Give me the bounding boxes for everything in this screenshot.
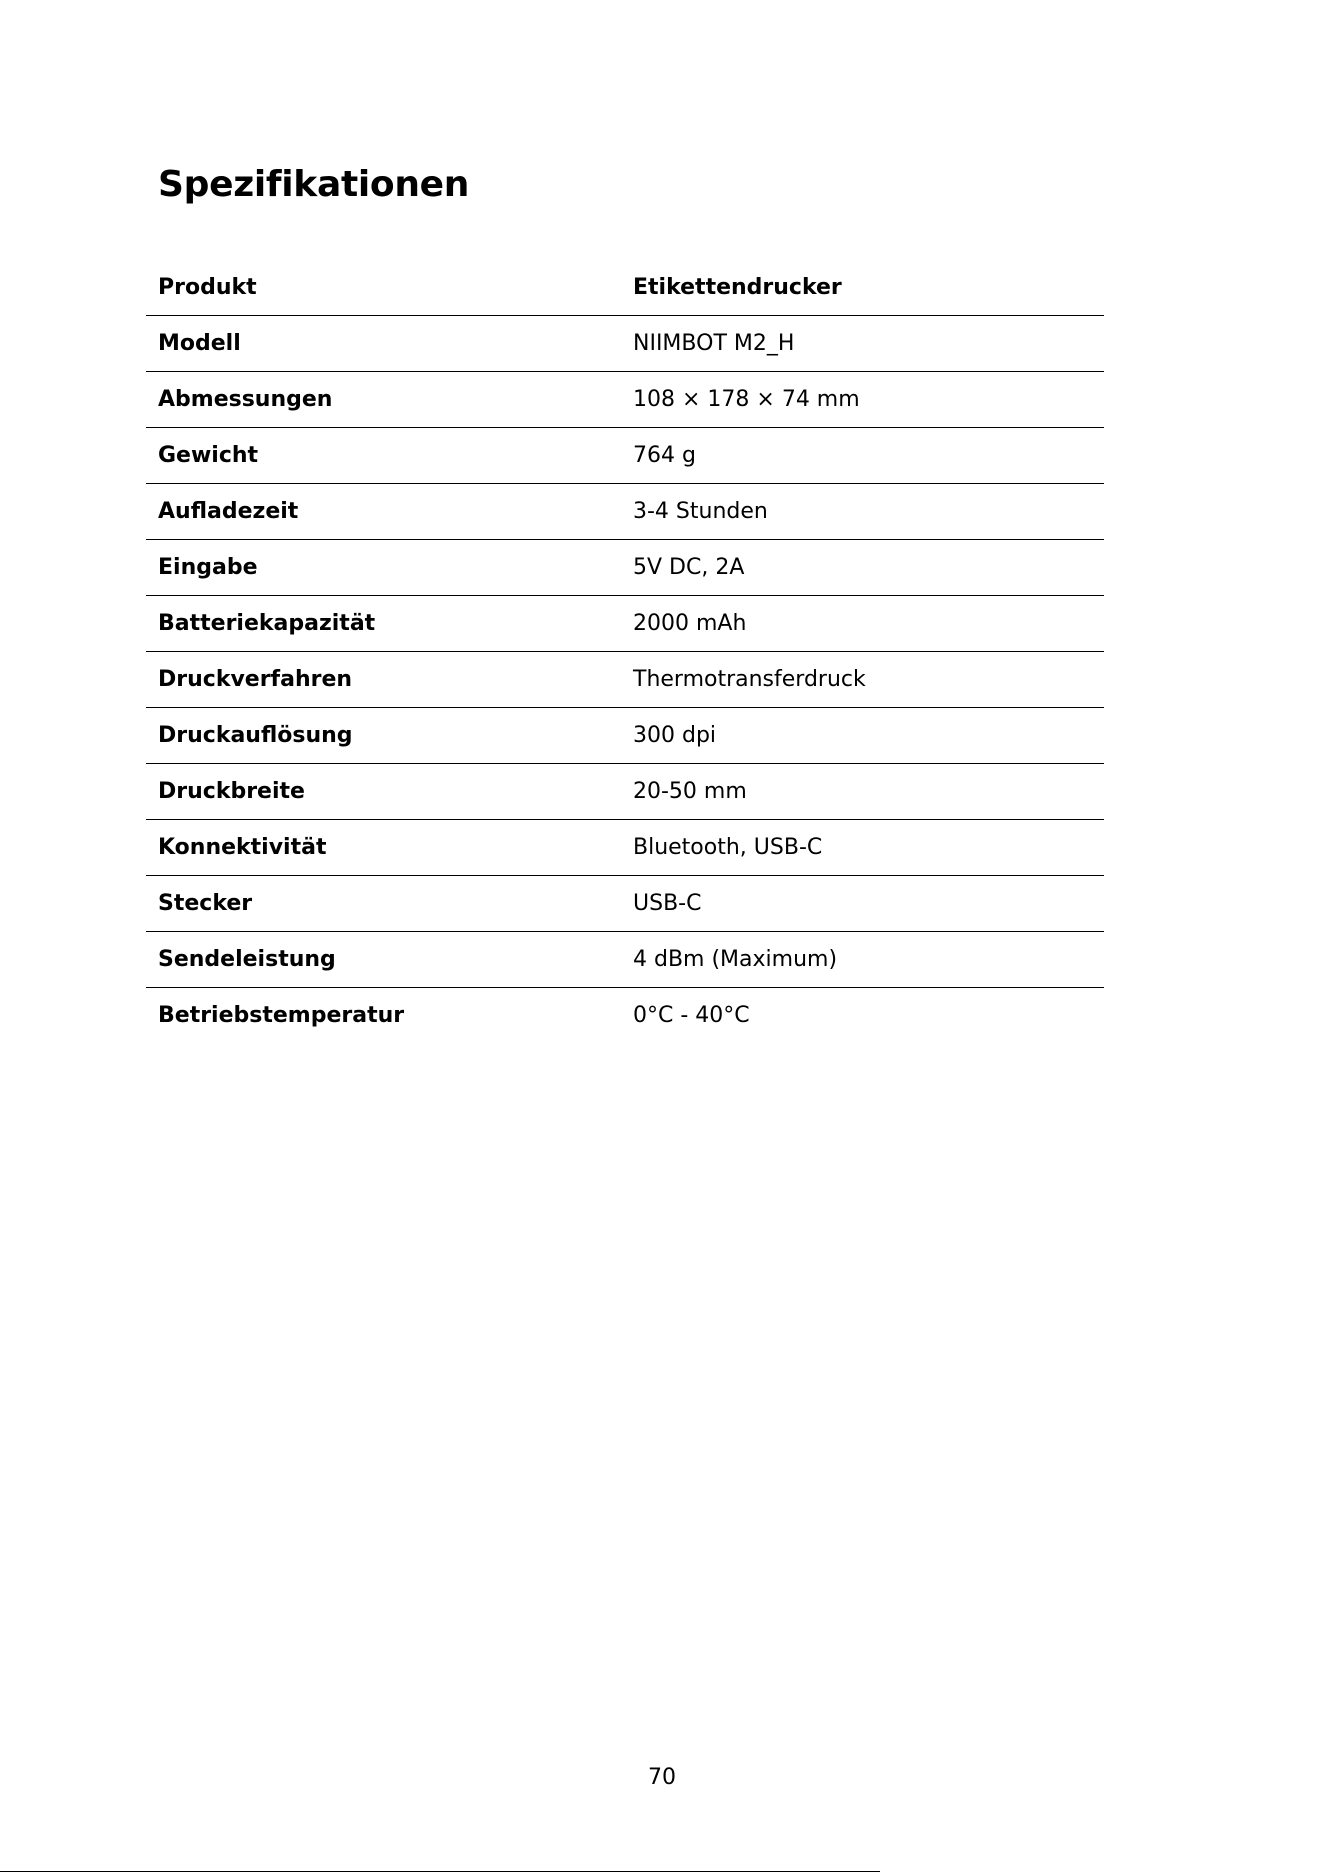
spec-label: Druckbreite	[146, 764, 621, 820]
spec-label: Modell	[146, 316, 621, 372]
spec-label: Abmessungen	[146, 372, 621, 428]
page-title: Spezifikationen	[158, 164, 470, 205]
spec-label: Batteriekapazität	[146, 596, 621, 652]
spec-label: Druckauflösung	[146, 708, 621, 764]
table-row	[146, 428, 1104, 484]
spec-label: Betriebstemperatur	[146, 988, 621, 1044]
spec-value: 20-50 mm	[621, 764, 1104, 820]
spec-label: Druckverfahren	[146, 652, 621, 708]
spec-label: Konnektivität	[146, 820, 621, 876]
spec-value: 4 dBm (Maximum)	[621, 932, 1104, 988]
table-header-row	[146, 260, 1104, 316]
table-row	[146, 764, 1104, 820]
spec-label: Aufladezeit	[146, 484, 621, 540]
spec-value: 3-4 Stunden	[621, 484, 1104, 540]
table-row	[146, 932, 1104, 988]
spec-label: Stecker	[146, 876, 621, 932]
header-label: Produkt	[158, 274, 257, 300]
header-value: Etikettendrucker	[633, 274, 842, 300]
spec-value: 300 dpi	[621, 708, 1104, 764]
table-row	[146, 876, 1104, 932]
spec-value: Bluetooth, USB-C	[621, 820, 1104, 876]
spec-value: 5V DC, 2A	[621, 540, 1104, 596]
spec-value: 0°C - 40°C	[621, 988, 1104, 1044]
spec-label: Gewicht	[146, 428, 621, 484]
table-row	[146, 708, 1104, 764]
spec-value: Thermotransferdruck	[621, 652, 1104, 708]
table-row	[146, 316, 1104, 372]
spec-value: USB-C	[621, 876, 1104, 932]
spec-value: 764 g	[621, 428, 1104, 484]
table-row	[146, 540, 1104, 596]
table-row	[146, 988, 1104, 1044]
spec-value: 108 × 178 × 74 mm	[621, 372, 1104, 428]
spec-value: 2000 mAh	[621, 596, 1104, 652]
spec-label: Eingabe	[146, 540, 621, 596]
table-row	[146, 372, 1104, 428]
spec-label: Sendeleistung	[146, 932, 621, 988]
table-row	[146, 596, 1104, 652]
table-row	[146, 820, 1104, 876]
page-number: 70	[648, 1765, 676, 1790]
table-row	[146, 652, 1104, 708]
spec-value: NIIMBOT M2_H	[621, 316, 1104, 372]
table-row	[146, 484, 1104, 540]
spec-table	[146, 260, 1104, 1043]
